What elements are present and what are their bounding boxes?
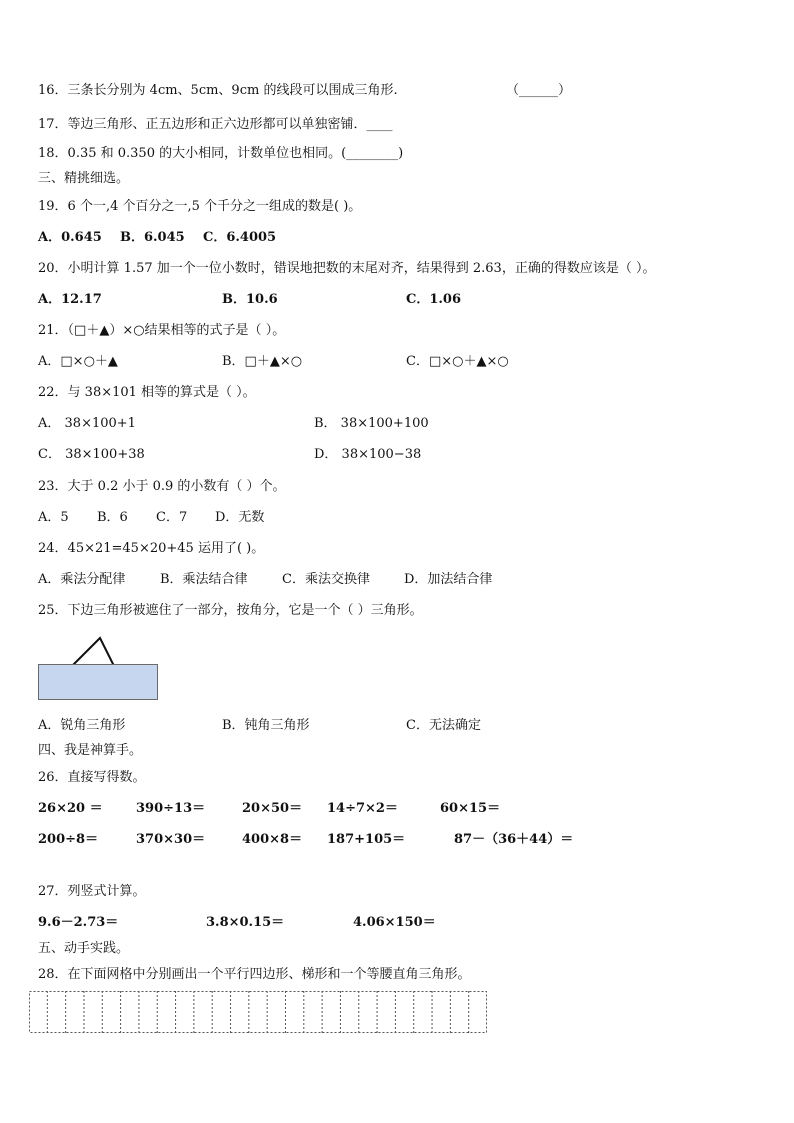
section-3-heading: 三、精挑细选。 [38,171,130,186]
option-25-b[interactable]: B．钝角三角形 [222,718,310,733]
question-25: 25．下边三角形被遮住了一部分，按角分，它是一个（ ）三角形。 [38,603,423,618]
option-25-a[interactable]: A．锐角三角形 [38,718,126,733]
option-23-d[interactable]: D．无数 [215,510,265,525]
option-25-c[interactable]: C．无法确定 [406,718,481,733]
answer-blank-16[interactable]: （______） [506,83,572,98]
option-23-b[interactable]: B．6 [97,510,128,525]
section-4-heading: 四、我是神算手。 [38,743,143,758]
question-20: 20．小明计算 1.57 加一个一位小数时，错误地把数的末尾对齐，结果得到 2.63，正确的得数应该是（ ）。 [38,261,656,276]
option-21-c[interactable]: C．□×○＋▲×○ [406,354,509,369]
option-24-d[interactable]: D．加法结合律 [404,572,493,587]
calc-26-9: 187+105＝ [327,832,406,847]
covering-rectangle [38,664,158,700]
option-19-a[interactable]: A．0.645 [38,230,102,245]
option-20-b[interactable]: B．10.6 [222,292,278,307]
question-17: 17．等边三角形、正五边形和正六边形都可以单独密铺．____ [38,117,393,132]
question-18: 18．0.35 和 0.350 的大小相同，计数单位也相同。(________) [38,146,404,161]
calc-26-5: 60×15＝ [440,801,501,816]
option-22-c[interactable]: C． 38×100+38 [38,447,145,462]
option-24-a[interactable]: A．乘法分配律 [38,572,126,587]
option-19-b[interactable]: B．6.045 [120,230,185,245]
calc-26-8: 400×8＝ [242,832,303,847]
option-22-b[interactable]: B． 38×100+100 [314,416,429,431]
calc-26-2: 390÷13＝ [136,801,206,816]
option-22-a[interactable]: A． 38×100+1 [38,416,136,431]
option-19-c[interactable]: C．6.4005 [203,230,277,245]
option-24-b[interactable]: B．乘法结合律 [160,572,248,587]
option-21-a[interactable]: A．□×○＋▲ [38,354,118,369]
question-16: 16．三条长分别为 4cm、5cm、9cm 的线段可以围成三角形. [38,83,398,98]
calc-26-3: 20×50＝ [242,801,303,816]
vertical-calc-2: 3.8×0.15＝ [206,915,285,930]
vertical-calc-1: 9.6－2.73＝ [38,915,119,930]
vertical-calc-3: 4.06×150＝ [353,915,436,930]
question-28: 28．在下面网格中分别画出一个平行四边形、梯形和一个等腰直角三角形。 [38,967,471,982]
drawing-grid[interactable] [29,991,487,1033]
section-5-heading: 五、动手实践。 [38,941,130,956]
option-22-d[interactable]: D． 38×100−38 [314,447,422,462]
calc-26-1: 26×20 ＝ [38,801,103,816]
question-19: 19．6 个一,4 个百分之一,5 个千分之一组成的数是( )。 [38,199,362,214]
calc-26-6: 200÷8＝ [38,832,99,847]
question-26: 26．直接写得数。 [38,770,146,785]
question-24: 24．45×21=45×20+45 运用了( )。 [38,541,265,556]
option-21-b[interactable]: B．□＋▲×○ [222,354,303,369]
question-22: 22．与 38×101 相等的算式是（ ）。 [38,385,256,400]
option-20-c[interactable]: C．1.06 [406,292,462,307]
calc-26-7: 370×30＝ [136,832,206,847]
question-23: 23．大于 0.2 小于 0.9 的小数有（ ）个。 [38,479,286,494]
calc-26-10: 87－（36＋44）＝ [454,832,574,847]
option-23-a[interactable]: A．5 [38,510,69,525]
question-21: 21．（□＋▲）×○结果相等的式子是（ ）。 [38,323,286,338]
option-20-a[interactable]: A．12.17 [38,292,102,307]
option-24-c[interactable]: C．乘法交换律 [282,572,370,587]
option-23-c[interactable]: C．7 [156,510,188,525]
question-27: 27．列竖式计算。 [38,884,146,899]
calc-26-4: 14÷7×2＝ [327,801,398,816]
